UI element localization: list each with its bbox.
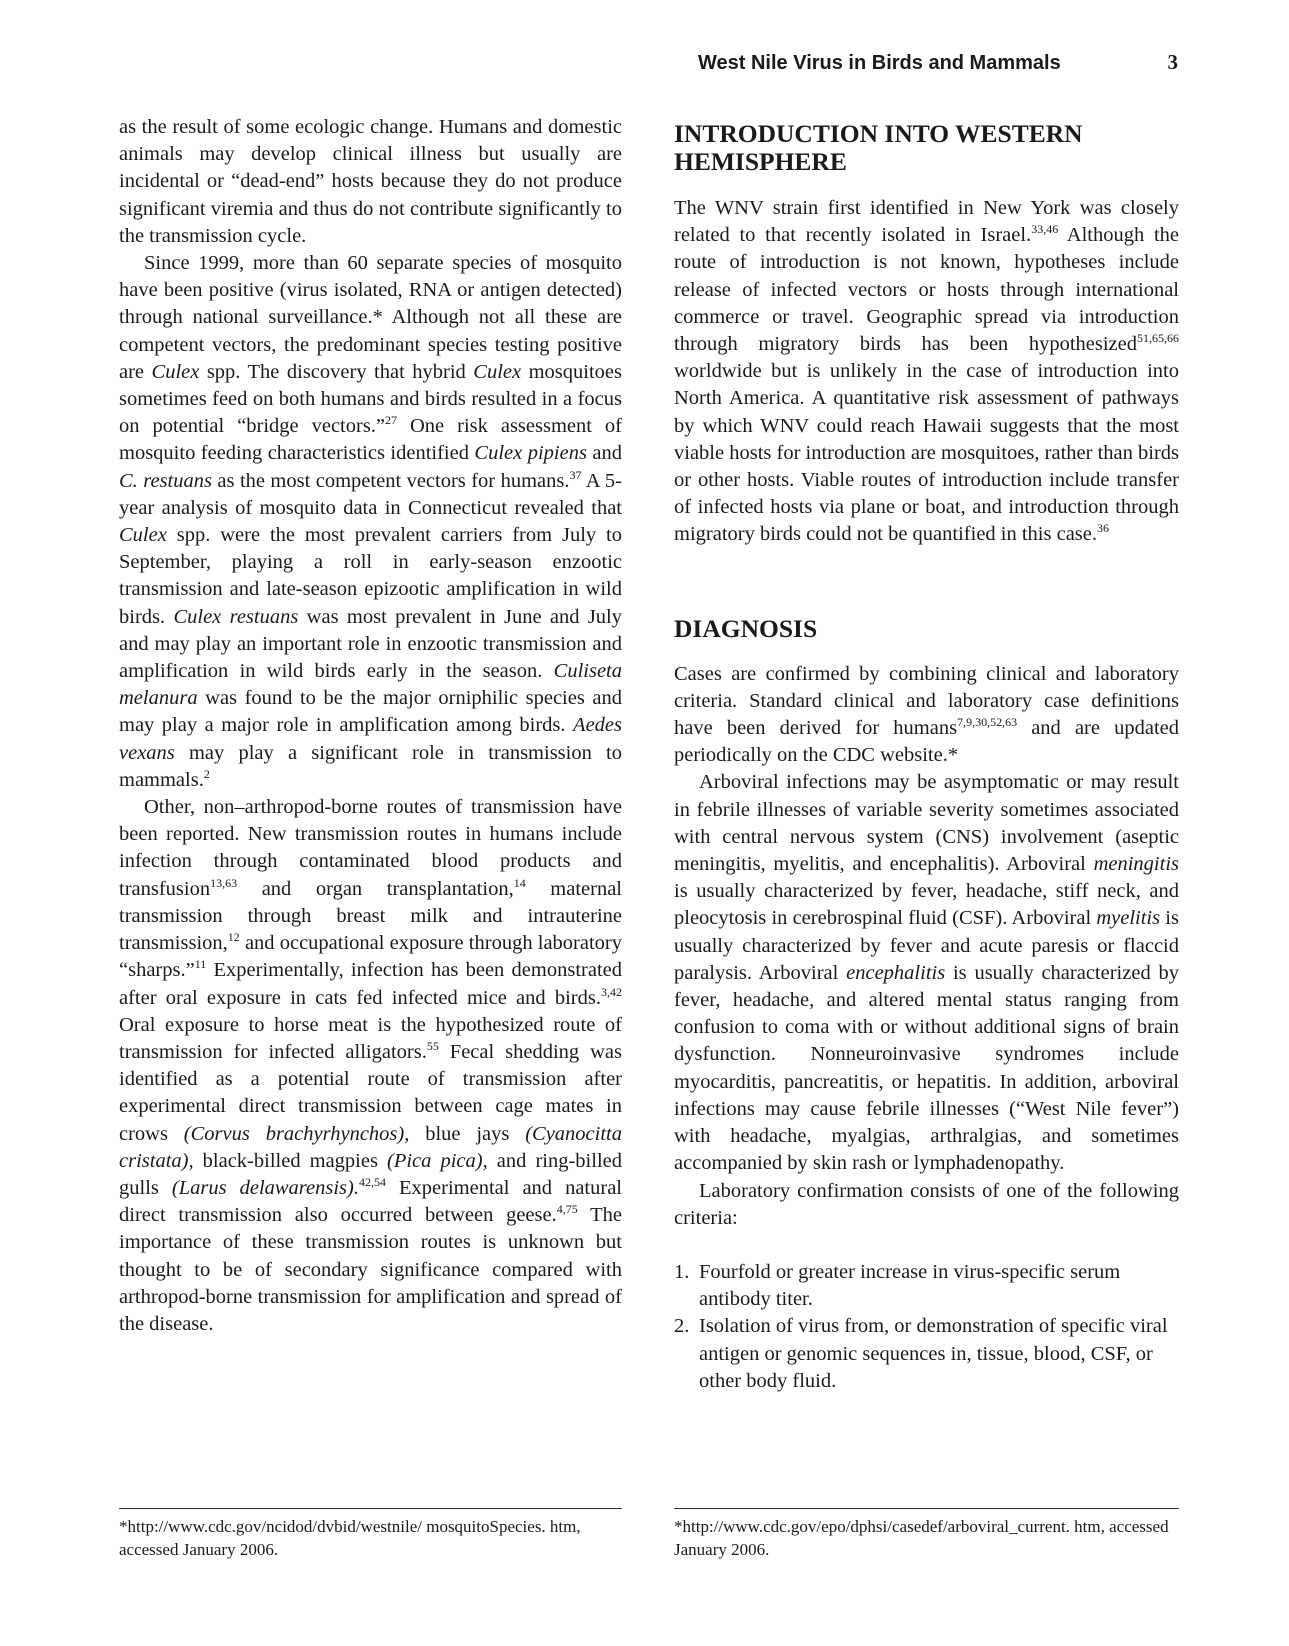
text-span: and are updated periodically on the CDC website.* [674,717,1179,767]
text-span: is usually characterized by fever, headache, stiff neck, and pleocytosis in cerebrospinal fluid (CSF). Arboviral [674,880,1179,930]
citation: 3,42 [601,984,622,999]
text-span: Arboviral infections may be asymptomatic or may result in febrile illnesses of variable severity sometimes associated with central nervous system (CNS) involvement (aseptic meningitis, myelitis, and encephalitis). Arboviral [674,771,1179,876]
citation: 14 [513,875,526,890]
text-span: was most prevalent in June and July and may play an important role in enzootic transmission and amplification in wild birds early in the season. [119,605,622,683]
term-italic: meningitis [1093,853,1179,876]
section-heading-introduction: INTRODUCTION INTO WESTERN HEMISPHERE [674,119,1083,176]
citation: 33,46 [1031,222,1059,237]
text-span: black-billed magpies [193,1149,388,1172]
taxon-name: Culex [151,360,200,383]
taxon-name: (Corvus brachyrhynchos), [183,1122,410,1145]
footnote-right: *http://www.cdc.gov/epo/dphsi/casedef/arboviral_current. htm, accessed January 2006. [674,1508,1179,1561]
paragraph-introduction [674,195,1179,549]
taxon-name: C. restuans [119,469,212,492]
citation: 4,75 [556,1202,578,1217]
term-italic: myelitis [1096,907,1161,930]
taxon-name: Culiseta melanura [119,660,622,710]
right-column [674,114,1179,1395]
paragraph-ecology: as the result of some ecologic change. Humans and domestic animals may develop clinical illness but usually are incidental or “dead-end” hosts because they do not produce significant viremia and thus do not contribute significantly to the transmission cycle. [119,116,622,247]
citation: 12 [227,930,240,945]
text-span: Experimental and natural direct transmission also occurred between geese. [119,1176,622,1227]
text-span: and ring-billed gulls [119,1149,622,1199]
text-span: Cases are confirmed by combining clinical and laboratory criteria. Standard clinical and laboratory case definitions have been derived for humans [674,662,1179,740]
paragraph-other-routes [119,794,622,1338]
paragraph-lab-confirmation: Laboratory confirmation consists of one of the following criteria: [674,1179,1179,1229]
taxon-name: Culex [473,360,522,383]
text-span: maternal transmission through breast milk and intrauterine transmission, [119,877,622,955]
citation: 51,65,66 [1137,331,1179,346]
text-span: Experimentally, infection has been demonstrated after oral exposure in cats fed infected mice and birds. [119,959,622,1009]
text-span: and occupational exposure through laboratory “sharps.” [119,932,622,982]
citation: 42,54 [358,1175,386,1190]
taxon-name: (Larus delawarensis). [171,1176,359,1199]
citation: 37 [569,467,582,482]
running-head [698,50,1178,78]
paragraph-arboviral-infections [674,769,1179,1177]
text-span: The WNV strain first identified in New York was closely related to that recently isolated in Israel. [674,197,1179,247]
list-number: 2. [674,1315,690,1338]
text-span: as the most competent vectors for humans. [211,469,570,492]
text-span: blue jays [409,1122,526,1145]
page-number: 3 [1167,50,1178,74]
taxon-name: Culex [119,524,167,547]
list-item-text: Fourfold or greater increase in virus-specific serum antibody titer. [699,1260,1121,1311]
text-span: One risk assessment of mosquito feeding characteristics identified [119,415,622,465]
criteria-list [674,1259,1179,1395]
text-span: The importance of these transmission routes is unknown but thought to be of secondary significance compared with arthropod-borne transmission for amplification and spread of the disease. [119,1204,622,1335]
text-span: is usually characterized by fever, headache, and altered mental status ranging from confusion to coma with or without additional signs of brain dysfunction. Nonneuroinvasive syndromes include myocarditis, pancreatitis, or hepatitis. In addition, arboviral infections may cause febrile illnesses (“West Nile fever”) with headache, myalgias, arthralgias, and sometimes accompanied by skin rash or lymphadenopathy. [674,961,1179,1175]
text-span: may play a significant role in transmission to mammals. [119,741,622,791]
citation: 27 [385,413,398,428]
text-span: Oral exposure to horse meat is the hypothesized route of transmission for infected alligators. [119,1013,622,1063]
text-span: and [586,442,622,465]
taxon-name: (Cyanocitta cristata), [119,1122,622,1172]
footnote-left: *http://www.cdc.gov/ncidod/dvbid/westnile/ mosquitoSpecies. htm, accessed January 2006. [119,1508,622,1561]
text-span: Although the route of introduction is not known, hypotheses include release of infected vectors or hosts through international commerce or travel. Geographic spread via introduction through migratory birds has been hypothesized [674,224,1179,356]
text-span: and organ transplantation, [237,877,514,900]
text-span: spp. were the most prevalent carriers from July to September, playing a roll in early-season enzootic transmission and late-season epizootic amplification in wild birds. [119,524,622,628]
text-span: is usually characterized by fever and acute paresis or flaccid paralysis. Arboviral [674,907,1179,984]
text-span: Other, non–arthropod-borne routes of transmission have been reported. New transmission routes in humans include infection through contaminated blood products and transfusion [119,796,622,900]
text-span: was found to be the major orniphilic species and may play a major role in amplification among birds. [119,687,622,737]
taxon-name: Culex restuans [173,605,299,628]
taxon-name: Aedes vexans [119,714,622,764]
taxon-name: (Pica pica), [387,1149,488,1172]
citation: 2 [203,767,210,782]
list-item [674,1259,1179,1313]
citation: 11 [194,957,207,972]
list-number: 1. [674,1260,690,1283]
section-heading-diagnosis: DIAGNOSIS [674,613,818,643]
citation: 55 [426,1039,439,1054]
term-italic: encephalitis [846,961,946,984]
taxon-name: Culex pipiens [474,442,587,465]
text-span: worldwide but is unlikely in the case of introduction into North America. A quantitative risk assessment of pathways by which WNV could reach Hawaii suggests that the most viable hosts for introduction are mosquitoes, rather than birds or other hosts. Viable routes of introduction include transfer of infected hosts via plane or boat, and introduction through migratory birds could not be quantified in this case. [674,360,1179,546]
text-span: Since 1999, more than 60 separate species of mosquito have been positive (virus isolated, RNA or antigen detected) through national surveillance.* Although not all these are competent vectors, the predominant species testing positive are [119,252,622,383]
list-item [674,1313,1179,1395]
list-item-text: Isolation of virus from, or demonstration of specific viral antigen or genomic sequences in, tissue, blood, CSF, or other body fluid. [699,1315,1168,1392]
citation: 13,63 [210,875,238,890]
paragraph-diagnosis-criteria [674,661,1179,770]
citation: 7,9,30,52,63 [957,715,1018,730]
left-column [119,114,622,1338]
text-span: Fecal shedding was identified as a potential route of transmission after experimental direct transmission between cage mates in crows [119,1040,623,1145]
text-span: spp. The discovery that hybrid [199,360,474,383]
text-span: mosquitoes sometimes feed on both humans and birds resulted in a focus on potential “bridge vectors.” [119,360,622,438]
text-span: A 5-year analysis of mosquito data in Connecticut revealed that [119,469,623,519]
paragraph-mosquito-species [119,250,622,794]
running-title: West Nile Virus in Birds and Mammals [698,52,1061,74]
citation: 36 [1097,521,1110,536]
